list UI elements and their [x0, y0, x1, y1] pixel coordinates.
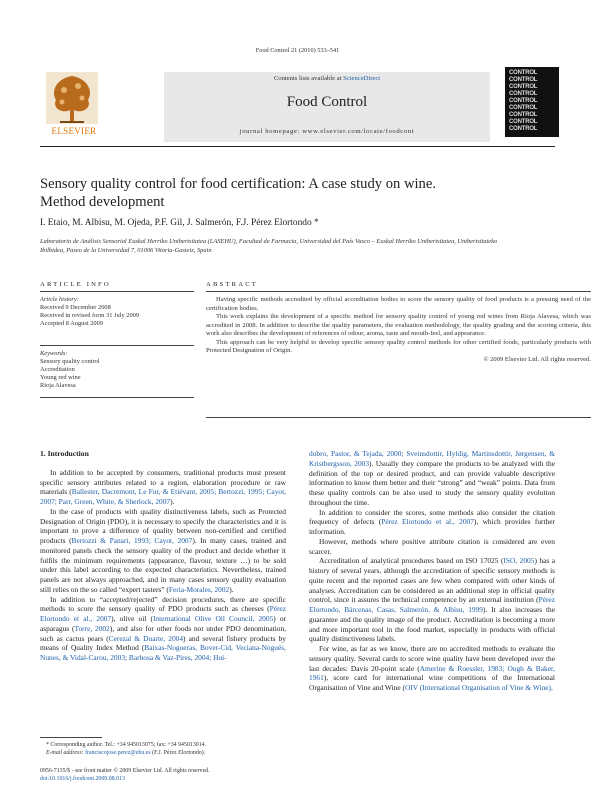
journal-homepage[interactable]: journal homepage: www.elsevier.com/locate/foodcont — [239, 128, 415, 135]
text-run: ) has a history of several years, although the accreditation of specific sensory methods is quite recent and the reported cases are few when compared with other kinds of analyses. Accreditation can be considered as an additional step in official quality control, since it assures the technical competence by an external institution ( — [309, 556, 556, 605]
citation-link[interactable]: Ballester, Dacremont, Le Fur, & Etiévant, 2005; Bertozzi, 1995; Cayot, 2007; Parr, Green, White, & Sherlock, 2007 — [40, 487, 287, 506]
article-info-heading: ARTICLE INFO — [40, 281, 111, 288]
body-paragraph: However, methods where positive attribute citation is considered are even scarcer. — [309, 536, 555, 556]
text-run: ), and also for other foods not under PDO denomination, such as cactus pears ( — [40, 623, 287, 643]
citation-link[interactable]: Pérez Elortondo et al., 2007 — [381, 517, 474, 527]
abstract-paragraph: Having specific methods accredited by official accreditation bodies to score the sensory quality of food products is a pressing need of the certification bodies. — [206, 296, 591, 312]
citation-link[interactable]: Baixas-Nogueras, Bover-Cid, Veciana-Nogués, Nunes, & Vidal-Carou, 2003; Barbosa & Vaz-Pires, 2004; Hui- — [40, 643, 287, 662]
divider — [206, 417, 591, 418]
citation-link[interactable]: Pérez Elortondo, Bárcenas, Casas, Salmerón, & Albisu, 1999 — [309, 595, 555, 614]
cover-text: CONTROL — [509, 126, 538, 132]
title-line: Sensory quality control for food certification: A case study on wine. — [40, 176, 436, 192]
text-run: In addition to “accepted/rejected” decision procedures, there are specific methods to score the sensory quality of PDO products such as cheeses ( — [40, 594, 286, 614]
text-run: ) and several fishery products by means of Quality Index Method ( — [40, 633, 286, 653]
section-heading: 1. Introduction — [40, 449, 89, 458]
abstract-paragraph: This approach can be very helpful to develop specific sensory quality control methods for other certified foods, particularly products with Protected Designation of Origin. — [206, 338, 591, 354]
email-line — [40, 749, 290, 757]
cover-text: CONTROL — [509, 119, 538, 125]
doi-link[interactable] — [40, 775, 290, 783]
affiliation — [40, 237, 550, 255]
keywords-heading: Keywords: — [40, 350, 68, 357]
body-paragraph — [40, 595, 286, 663]
text-run: ), olive oil ( — [111, 614, 153, 623]
body-column-left — [40, 449, 286, 663]
affiliation-line: Ibilbidea, Paseo de la Universidad 7, 01006 Vitoria-Gasteiz, Spain — [40, 247, 212, 254]
email-link[interactable]: franciscojose.perez@ehu.es — [85, 750, 151, 756]
keywords-block — [40, 350, 190, 390]
text-run: ) or asparagus ( — [40, 614, 287, 633]
text-run: ). It also increases the guarantee and the quality image of the product. Accreditation is becoming a more and more important tool in the food market, especially in products with official quality distinctiveness labels. — [309, 605, 556, 644]
title-line: Method development — [40, 194, 165, 210]
email-tail: (F.J. Pérez Elortondo). — [150, 750, 206, 756]
keyword: Accreditation — [40, 366, 75, 373]
text-run: In the case of products with quality distinctiveness labels, such as Protected Designation of Origin (PDO), it is necessary to specify the characteristics and it is important to prove a difference of quality between non-certified and certified products ( — [40, 506, 286, 545]
keyword: Rioja Alavesa — [40, 382, 76, 389]
doi-text[interactable]: doi:10.1016/j.foodcont.2009.08.013 — [40, 776, 125, 782]
citation-link[interactable]: Amerine & Roessler, 1983; Ough & Baker, 1961 — [309, 663, 555, 683]
author-list: I. Etaio, M. Albisu, M. Ojeda, P.F. Gil, J. Salmerón, F.J. Pérez Elortondo * — [40, 218, 319, 228]
received-date: Received 9 December 2008 — [40, 304, 111, 311]
text-run: For wine, as far as we know, there are no accredited methods to evaluate the sensory quality. Several cards to score wine quality have been developed over the last decades: Davis 20-point scale ( — [309, 644, 555, 673]
publisher-name: ELSEVIER — [51, 126, 97, 136]
citation-link[interactable]: OIV (International Organisation of Vine & Wine), — [404, 683, 553, 692]
divider — [206, 291, 591, 292]
cover-text: CONTROL — [509, 105, 538, 111]
text-run: In addition to be accepted by consumers, traditional products must present specific sensory attributes related to a region, elaboration procedure or raw materials ( — [40, 467, 286, 497]
keyword: Sensory quality control — [40, 358, 100, 365]
text-run: ). — [229, 584, 234, 594]
header-rule — [40, 146, 555, 147]
text-run: ), score card for international wine competitions of the International Organisation of Vine and Wine ( — [309, 673, 555, 692]
body-paragraph — [309, 644, 555, 693]
cover-text: CONTROL — [509, 98, 538, 104]
body-paragraph — [40, 507, 286, 595]
body-column-right — [309, 449, 555, 693]
accepted-date: Accepted 8 August 2009 — [40, 320, 104, 327]
journal-title: Food Control — [286, 94, 368, 110]
divider — [40, 397, 194, 398]
issn-line: 0956-7135/$ - see front matter © 2009 Elsevier Ltd. All rights reserved. — [40, 768, 210, 774]
cover-text: CONTROL — [509, 91, 538, 97]
text-run: In addition to consider the scores, some methods also consider the citation frequency of defects ( — [309, 507, 555, 527]
body-paragraph — [309, 508, 555, 537]
body-paragraph — [40, 468, 286, 507]
divider — [40, 291, 194, 292]
history-heading: Article history: — [40, 296, 79, 303]
footnote-rule — [40, 737, 102, 738]
text-run: ). Usually they compare the products to be analyzed with the definition of the top or desired product, and can provide valuable descriptive information to know them better and their “strong” and “weak” points. Data from these quality controls can be also used to study the sensory quality evolution throughout the time. — [309, 458, 556, 507]
cover-text: CONTROL — [509, 84, 538, 90]
text-run: ), which provides further information. — [309, 517, 555, 536]
footnote — [40, 741, 290, 757]
affiliation-line: Laboratorio de Análisis Sensorial Euskal Herriko Unibertsitatea (LASEHU), Facultad de Farmacia, Universidad del País Vasco – Euskal Herriko Unibertsitatea, Unibertsitateko — [40, 238, 498, 245]
citation-link[interactable]: Cerezal & Duarte, 2004 — [108, 633, 184, 643]
email-label: E-mail address: — [46, 750, 86, 756]
text-run: ). — [170, 497, 175, 506]
journal-reference: Food Control 21 (2010) 533–541 — [255, 47, 340, 54]
revised-date: Received in revised form 31 July 2009 — [40, 312, 140, 319]
citation-link[interactable]: Torre, 2002 — [74, 623, 110, 633]
abstract-text — [206, 296, 591, 364]
contents-prefix: Contents lists available at — [273, 75, 344, 82]
cover-text: CONTROL — [509, 70, 538, 76]
body-paragraph — [309, 556, 555, 644]
citation-link[interactable]: International Olive Oil Council, 2005 — [152, 614, 274, 623]
citation-link[interactable]: Feria-Morales, 2002 — [168, 584, 230, 594]
sciencedirect-link[interactable]: ScienceDirect — [343, 75, 381, 82]
abstract-paragraph: This work explains the development of a specific method for sensory quality control of young red wines from Rioja Alavesa, which was accredited in 2008. In addition to describe the quality parameters, the evaluation methodology, the quality grading and the scoring criteria, this work also describes the development of references of odour, aroma, taste and mouth-feel, and appearance. — [206, 313, 591, 337]
text-run: Accreditation of analytical procedures based on ISO 17025 ( — [319, 556, 504, 566]
text-run: ). In many cases, trained and monitored panels check the sensory quality of the product and decide whether it fulfils the minimum requirements (appearance, flavour, texture …) to be sold under this label according to the expected characteristics. Nevertheless, trained panels are not always approached, and in many cases sensory quality evaluation still relies on the so called “expert tasters” ( — [40, 536, 286, 594]
journal-cover-image — [505, 67, 559, 137]
cover-text: CONTROL — [509, 112, 538, 118]
copyright-notice: © 2009 Elsevier Ltd. All rights reserved. — [483, 355, 591, 363]
contents-line — [164, 75, 490, 82]
front-matter-info — [40, 767, 290, 783]
cover-text: CONTROL — [509, 77, 538, 83]
citation-link[interactable]: ISO, 2005 — [503, 556, 535, 566]
citation-link[interactable]: dobro, Pastor, & Tejada, 2000; Sveinsdottir, Hyldig, Martinsdottir, Jørgensen, & Kristbergsson, 2003 — [309, 449, 555, 468]
divider — [40, 345, 194, 346]
abstract-heading: ABSTRACT — [206, 281, 259, 288]
citation-link[interactable]: Pérez Elortondo et al., 2007 — [40, 604, 286, 623]
citation-link[interactable]: Bertozzi & Panari, 1993; Cayot, 2007 — [71, 536, 193, 545]
keyword: Young red wine — [40, 374, 81, 381]
body-paragraph — [309, 449, 555, 508]
corresponding-author: * Corresponding author. Tel.: +34 945013075; fax: +34 945013014. — [46, 742, 207, 748]
article-title — [40, 175, 510, 211]
article-history — [40, 296, 190, 328]
